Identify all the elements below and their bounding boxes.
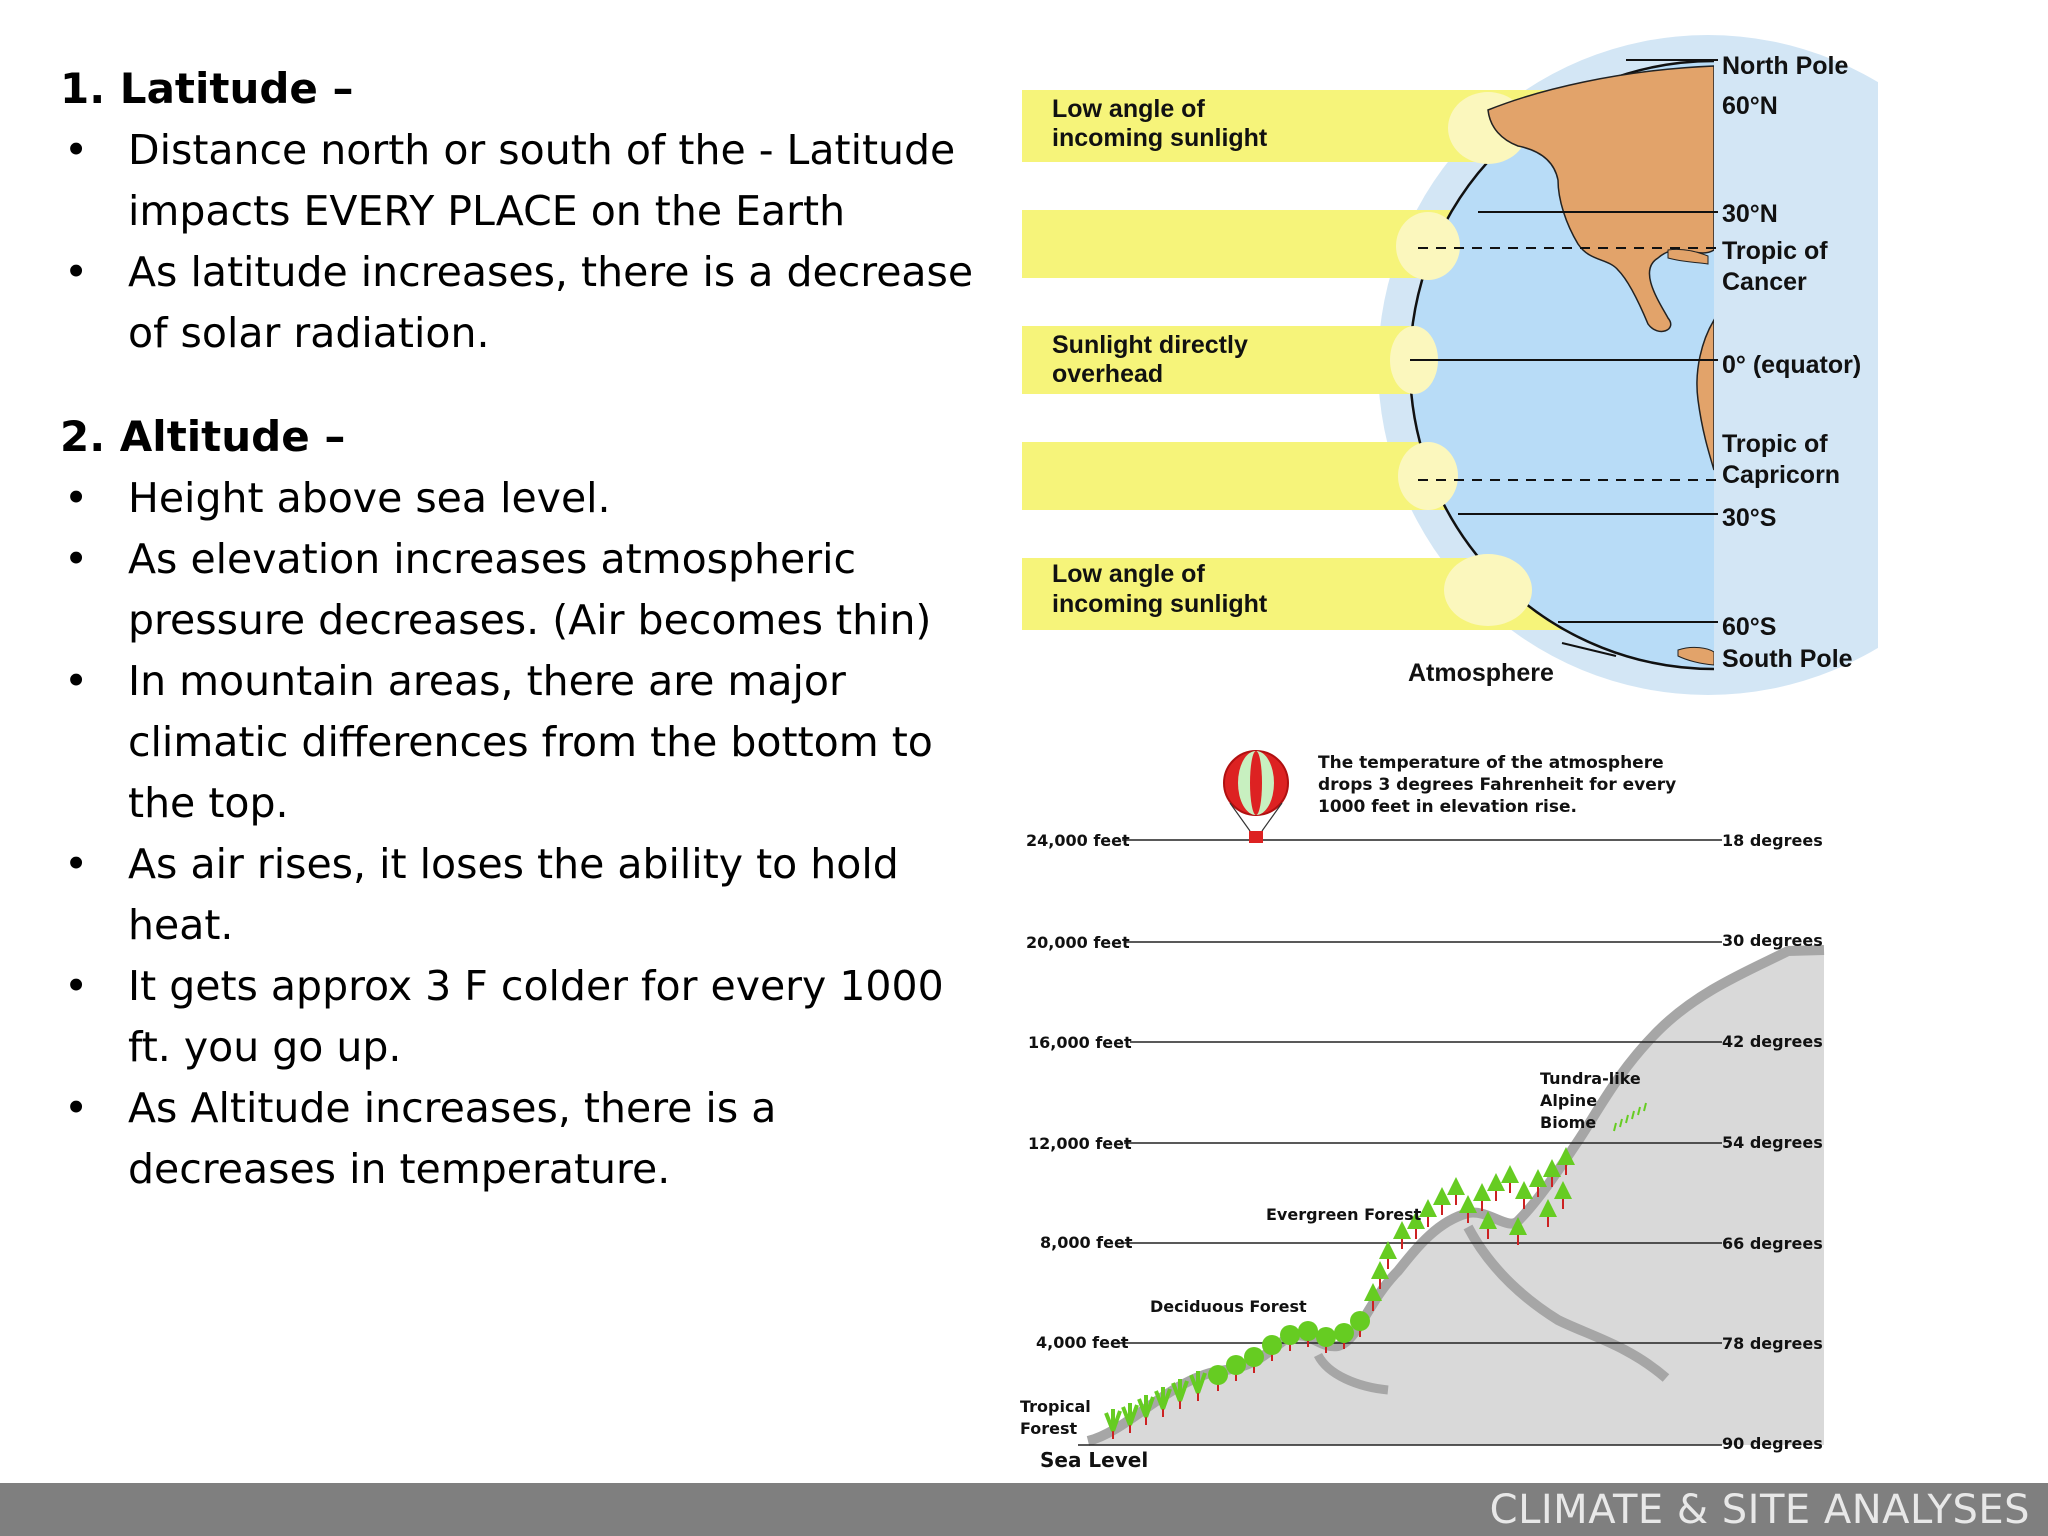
tree-crown	[1298, 1321, 1318, 1341]
tree-crown	[1473, 1183, 1491, 1201]
bullet-item: • As latitude increases, there is a decrease of solar radiation.	[60, 242, 980, 364]
bullet-item: • As air rises, it loses the ability to hold heat.	[60, 834, 980, 956]
tree-crown	[1280, 1325, 1300, 1345]
bullet-item: • As elevation increases atmospheric pressure decreases. (Air becomes thin)	[60, 529, 980, 651]
lapse-rate-note: drops 3 degrees Fahrenheit for every	[1318, 775, 1677, 795]
tree-crown	[1262, 1335, 1282, 1355]
band-label: Low angle of	[1052, 95, 1205, 123]
bullet-item: • It gets approx 3 F colder for every 1000 ft. you go up.	[60, 956, 980, 1078]
band-label: incoming sunlight	[1052, 124, 1268, 152]
zone-label-tropical: Forest	[1020, 1419, 1078, 1438]
sea-level-label: Sea Level	[1040, 1448, 1149, 1472]
tree-crown	[1433, 1187, 1451, 1205]
sun-patch	[1396, 212, 1460, 280]
temperature-label: 54 degrees	[1722, 1133, 1823, 1152]
tree-crown	[1515, 1181, 1533, 1199]
north-pole-label: North Pole	[1722, 52, 1849, 80]
band-label: overhead	[1052, 360, 1164, 388]
tree-crown	[1529, 1169, 1547, 1187]
slide-text	[60, 58, 980, 1200]
band-label: Low angle of	[1052, 560, 1205, 588]
bullet-item: • Height above sea level.	[60, 468, 980, 529]
altitude-bullets	[60, 468, 980, 1200]
lat-60s-label: 60°S	[1722, 613, 1777, 641]
temperature-label: 78 degrees	[1722, 1334, 1823, 1353]
zone-label-tropical: Tropical	[1020, 1397, 1091, 1416]
zone-label-tundra: Biome	[1540, 1113, 1597, 1132]
zone-label-evergreen: Evergreen Forest	[1266, 1205, 1422, 1224]
footer-bar	[0, 1483, 2048, 1536]
tree-crown	[1208, 1365, 1228, 1385]
tree-crown	[1419, 1199, 1437, 1217]
altitude-diagram	[1018, 735, 1838, 1480]
tree-crown	[1371, 1261, 1389, 1279]
elevation-label: 8,000 feet	[1040, 1233, 1133, 1252]
temperature-label: 18 degrees	[1722, 831, 1823, 850]
balloon-stripe	[1250, 751, 1262, 815]
tropic-capricorn-label: Tropic of	[1722, 430, 1828, 458]
tree-crown	[1316, 1327, 1336, 1347]
latitude-bullets	[60, 120, 980, 364]
temperature-label: 90 degrees	[1722, 1434, 1823, 1453]
tropic-cancer-label: Tropic of	[1722, 237, 1828, 265]
temperature-label: 30 degrees	[1722, 931, 1823, 950]
lapse-rate-note: The temperature of the atmosphere	[1318, 753, 1664, 773]
elevation-label: 24,000 feet	[1026, 831, 1130, 850]
tropic-cancer-label: Cancer	[1722, 268, 1807, 296]
band-label: incoming sunlight	[1052, 590, 1268, 618]
hot-air-balloon	[1224, 751, 1288, 843]
tropic-capricorn-label: Capricorn	[1722, 461, 1841, 489]
sun-patch	[1398, 442, 1458, 510]
tree-crown	[1226, 1355, 1246, 1375]
lat-30n-label: 30°N	[1722, 200, 1778, 228]
latitude-diagram	[1018, 0, 1878, 725]
lat-60n-label: 60°N	[1722, 92, 1778, 120]
lat-30s-label: 30°S	[1722, 504, 1777, 532]
tree-crown	[1501, 1165, 1519, 1183]
altitude-heading: 2. Altitude –	[60, 412, 346, 461]
elevation-label: 16,000 feet	[1028, 1033, 1132, 1052]
elevation-label: 20,000 feet	[1026, 933, 1130, 952]
bullet-item: • In mountain areas, there are major climatic differences from the bottom to the top.	[60, 651, 980, 834]
balloon-basket	[1249, 831, 1263, 843]
elevation-label: 12,000 feet	[1028, 1134, 1132, 1153]
south-pole-label: South Pole	[1722, 645, 1853, 673]
zone-label-tundra: Alpine	[1540, 1091, 1598, 1110]
tree-crown	[1459, 1195, 1477, 1213]
equator-label: 0° (equator)	[1722, 351, 1862, 379]
tree-crown	[1244, 1347, 1264, 1367]
footer-title: CLIMATE & SITE ANALYSES	[1489, 1487, 2030, 1533]
tree-crown	[1334, 1323, 1354, 1343]
atmosphere-label: Atmosphere	[1408, 659, 1554, 687]
sun-patch	[1444, 554, 1532, 626]
tree-crown	[1447, 1177, 1465, 1195]
temperature-label: 66 degrees	[1722, 1234, 1823, 1253]
latitude-heading: 1. Latitude –	[60, 64, 354, 113]
elevation-label: 4,000 feet	[1036, 1333, 1129, 1352]
lapse-rate-note: 1000 feet in elevation rise.	[1318, 797, 1577, 817]
bullet-item: • As Altitude increases, there is a decreases in temperature.	[60, 1078, 980, 1200]
zone-label-deciduous: Deciduous Forest	[1150, 1297, 1307, 1316]
bullet-item: • Distance north or south of the - Latitude impacts EVERY PLACE on the Earth	[60, 120, 980, 242]
temperature-label: 42 degrees	[1722, 1032, 1823, 1051]
zone-label-tundra: Tundra-like	[1540, 1069, 1641, 1088]
tree-crown	[1350, 1311, 1370, 1331]
band-label: Sunlight directly	[1052, 331, 1248, 359]
